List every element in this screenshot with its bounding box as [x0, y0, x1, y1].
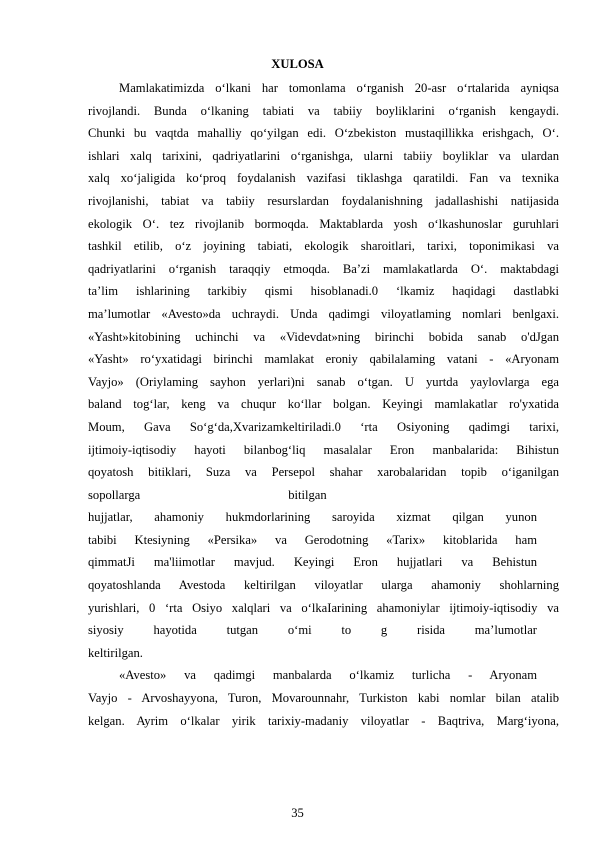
text-line: «Yasht»kitobining uchinchi va «Videvdat»ning birinchi bobida sanab o'dJgan — [88, 329, 559, 344]
text-line: Vayjo - Arvoshayyona, Turon, Movarounnahr, Turkiston kabi nomlar bilan atalib — [88, 691, 559, 706]
text-line: Chunki bu vaqtda mahalliy qo‘yilgan edi. O‘zbekiston mustaqillikka erishgach, O‘. — [88, 126, 559, 141]
text-line: tashkil etilib, o‘z joyining tabiati, ekologik sharoitlari, tarixi, toponimikasi va — [88, 239, 559, 254]
text-line: ekologik O‘. tez rivojlanib bormoqda. Maktablarda yosh o‘lkashunoslar guruhlari — [88, 216, 559, 231]
text-line: qoyatoshlanda Avestoda keltirilgan viloyatlar ularga ahamoniy shohlarning — [88, 578, 559, 593]
text-line: rivojlandi. Bunda o‘lkaning tabiati va tabiiy boyliklarini o‘rganish kengaydi. — [88, 103, 559, 118]
text-line: rivojlanishi, tabiat va tabiiy resurslardan foydalanishning jadallashishi natijasida — [88, 193, 559, 208]
text-line: ma’lumotlar «Avesto»da uchraydi. Unda qadimgi viloyatlaming nomlari benlgaxi. — [88, 306, 559, 321]
text-line: hujjatlar, ahamoniy hukmdorlarining saroyida xizmat qilgan yunon — [88, 510, 537, 525]
text-line: ta’lim ishlarining tarkibiy qismi hisoblanadi.0 ‘lkamiz haqidagi dastlabki — [88, 284, 559, 299]
text-line: baland tog‘lar, keng va chuqur ko‘llar bolgan. Keyingi mamlakatlar ro'yxatida — [88, 397, 559, 412]
page-title: XULOSA — [271, 57, 324, 71]
text-line: qoyatosh bitiklari, Suza va Persepol shahar xarobalaridan topib o‘iganilgan — [88, 465, 559, 480]
text-line: ishlari xalq tarixini, qadriyatlarini o‘rganishga, ularni tabiiy boyliklar va ulardan — [88, 148, 559, 163]
page-number: 35 — [291, 806, 304, 820]
text-line: qimmatJi ma'liimotlar mavjud. Keyingi Eron hujjatlari va Behistun — [88, 555, 537, 570]
text-line: yurishlari, 0 ‘rta Osiyo xalqlari va o‘lkaIarining ahamoniylar ijtimoiy-iqtisodiy va — [88, 600, 559, 615]
text-line: Vayjo» (Oriylaming sayhon yerlari)ni sanab o‘tgan. U yurtda yaylovlarga ega — [88, 374, 559, 389]
text-line: xalq xo‘jaligida ko‘proq foydalanish vazifasi tiklashga qaratildi. Fan va texnika — [88, 171, 559, 186]
text-line: kelgan. Ayrim o‘lkalar yirik tarixiy-madaniy viloyatlar - Baqtriva, Marg‘iyona, — [88, 713, 559, 728]
text-line: tabibi Ktesiyning «Persika» va Gerodotning «Tarix» kitoblarida ham — [88, 532, 537, 547]
text-line: «Yasht» ro‘yxatidagi birinchi mamlakat eroniy qabilalaming vatani - «Aryonam — [88, 352, 559, 367]
text-line: siyosiy hayotida tutgan o‘mi to g risida ma’lumotlar — [88, 623, 537, 638]
body-text — [88, 77, 559, 732]
text-line: Mamlakatimizda o‘lkani har tomonlama o‘rganish 20-asr o‘rtalarida ayniqsa — [119, 81, 559, 95]
text-line: sopollarga bitilgan — [88, 487, 327, 502]
text-line: «Avesto» va qadimgi manbalarda o‘lkamiz turlicha - Aryonam — [119, 668, 537, 683]
text-line: Moum, Gava So‘g‘da,Xvarizamkeltiriladi.0 ‘rta Osiyoning qadimgi tarixi, — [88, 419, 559, 434]
text-line: ijtimoiy-iqtisodiy hayoti bilanbog‘liq masalalar Eron manbalarida: Bihistun — [88, 442, 559, 457]
text-line: qadriyatlarini o‘rganish taraqqiy etmoqda. Ba’zi mamlakatlarda O‘. maktabdagi — [88, 261, 559, 276]
text-line: keltirilgan. — [88, 645, 143, 660]
